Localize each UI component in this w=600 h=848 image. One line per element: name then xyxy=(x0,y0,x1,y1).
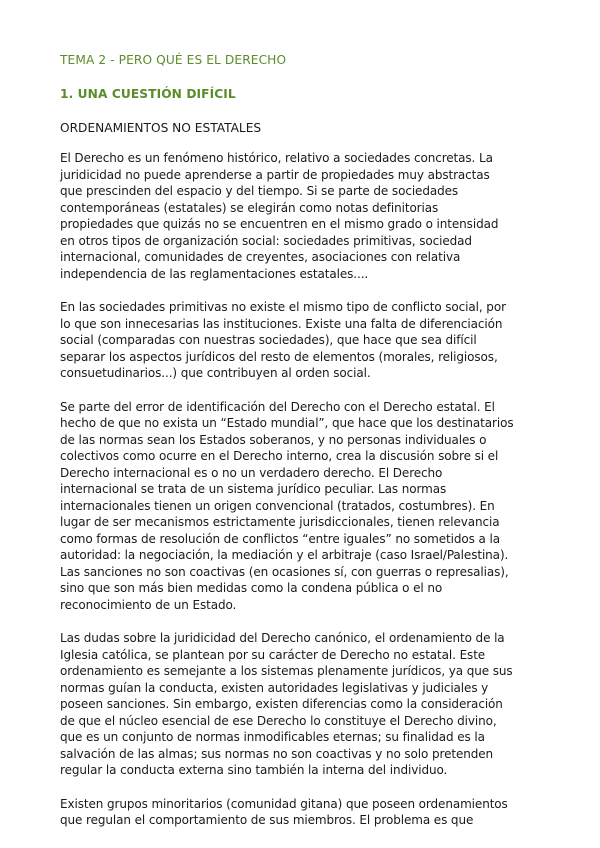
body-text xyxy=(60,150,562,829)
paragraph: Existen grupos minoritarios (comunidad gitana) que poseen ordenamientos que regulan el comportamiento de sus miembros. El problema es que xyxy=(60,796,508,827)
subsection-heading: ORDENAMIENTOS NO ESTATALES xyxy=(60,121,262,135)
section-heading: 1. UNA CUESTIÓN DIFÍCIL xyxy=(60,87,236,101)
paragraph: El Derecho es un fenómeno histórico, relativo a sociedades concretas. La juridicidad no puede aprenderse a partir de propiedades muy abstractas que prescinden del espacio y del tiempo. Si se parte de sociedades contemporáneas (estatales) se elegirán como notas definitorias propiedades que quizás no se encuentren en el mismo grado o intensidad en otros tipos de organización social: sociedades primitivas, sociedad internacional, comunidades de creyentes, asociaciones con relativa independencia de las reglamentaciones estatales.... xyxy=(60,151,499,281)
page-title: TEMA 2 - PERO QUÉ ES EL DERECHO xyxy=(60,53,287,67)
paragraph: Las dudas sobre la juridicidad del Derecho canónico, el ordenamiento de la Iglesia católica, se plantean por su carácter de Derecho no estatal. Este ordenamiento es semejante a los sistemas plenamente jurídicos, ya que sus normas guían la conducta, existen autoridades legislativas y judiciales y poseen sanciones. Sin embargo, existen diferencias como la consideración de que el núcleo esencial de ese Derecho lo constituye el Derecho divino, que es un conjunto de normas inmodificables eternas; su finalidad es la salvación de las almas; sus normas no son coactivas y no solo pretenden regular la conducta externa sino también la interna del individuo. xyxy=(60,631,513,777)
paragraph: En las sociedades primitivas no existe el mismo tipo de conflicto social, por lo que son innecesarias las instituciones. Existe una falta de diferenciación social (comparadas con nuestras sociedades), que hace que sea difícil separar los aspectos jurídicos del resto de elementos (morales, religiosos, consuetudinarios...) que contribuyen al orden social. xyxy=(60,300,506,380)
paragraph: Se parte del error de identificación del Derecho con el Derecho estatal. El hecho de que no exista un “Estado mundial”, que hace que los destinatarios de las normas sean los Estados soberanos, y no personas individuales o colectivos como ocurre en el Derecho interno, crea la discusión sobre si el Derecho internacional es o no un verdadero derecho. El Derecho internacional se trata de un sistema jurídico peculiar. Las normas internacionales tienen un origen convencional (tratados, costumbres). En lugar de ser mecanismos estrictamente jurisdiccionales, tienen relevancia como formas de resolución de conflictos “entre iguales” no sometidos a la autoridad: la negociación, la mediación y el arbitraje (caso Israel/Palestina). Las sanciones no son coactivas (en ocasiones sí, con guerras o represalias), sino que son más bien medidas como la condena pública o el no reconocimiento de un Estado. xyxy=(60,399,514,612)
